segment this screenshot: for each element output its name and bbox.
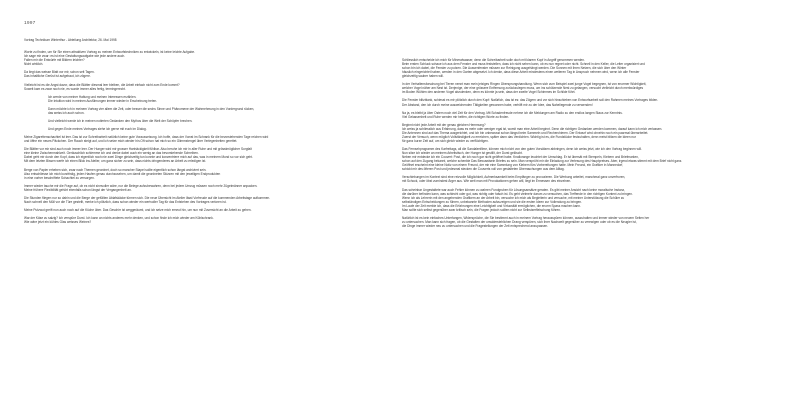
paragraph: Immer wieder tauche mir die Frage auf, ob es nicht sinnvoller wäre, nur die Belege aufzubewahren, denn bei jedem Umzug müssen noch mehr Zügelmänner anpacken. Meine frühere Flexibilität gehört ebenfalls schon längst der Vergangenheit an.: [24, 183, 258, 192]
paragraph: Ich werde von meiner Haltung und meinen Interessen erzählen. Die Intuition wird in meinen Ausführungen immer wieder in Erscheinung treten.: [48, 94, 158, 103]
paragraph: Na ja, es bleibt ja über Ostern noch viel Zeit für den Vortrag. Mit Schadenfreude nehme ich die Meldungen am Radio zu den endlos langen Staus zur Kenntnis. Viel Gelassenheit und Ruhe werden mir helfen, die richtigen Worte zu finden.: [402, 110, 623, 119]
right-paragraphs: [402, 58, 780, 228]
paragraph: Das scheinbar Ungestaltete war auch Fehler können zu wahren Fundgruben für Lösungsansätze geraten. Es gibt meiner Ansicht nach keine moralische Instanz, die darüber befinden kann, was schlecht oder gut, was richtig oder falsch ist. Es geht vielmehr darum zu versuchen, das Treffende in den richtigen Kontext zu bringen. Wenn ich als Lehrerin mit den angehenden Grafikern an der Arbeit bin, versuche ich mich als Begleiterin und versuche, mit meiner Unterstützung die Schüler zu selbständigen Entscheidungen zu führen, unbekannte Methoden aufzuzeigen und sie die ersten Ideen zur Vollendung zu bringen. Im Laufe der Zeit merkte ich, dass die Erfahrungen eine Leichtigkeit und Virtuosität ermöglichen, die enorm Spass machen kann. Man sollte sich selbst gegenüber zwar kritisch sein, die Fragen jedoch sollten nicht zur Selbstzerfleischung führen.: [402, 187, 633, 212]
paragraph: War der Käse zu salzig? Ich verspüre Durst. Ich kann an nichts anderes mehr denken, und schon finde ich mich wieder am Kühlschrank. Wie wäre jetzt ein kühles Glas weisses Weines?: [24, 216, 214, 225]
paragraph: Und vielleicht werde ich in meinen notierten Gedanken den Mythos über die Welt der Schöpfer brechen.: [48, 118, 193, 123]
paragraph: Und gegen Ende meines Vortrages siehe ich gerne mit euch im Dialog.: [48, 127, 147, 132]
paragraph: Schliesslich entscheide ich mich für Mineralwasser, denn die Schreibarbeit solle doch mit klarem Kopf in Angriff genommen werden. Beim ersten Schluck schaue ich aus dem Fenster und muss feststellen, dass ich nicht sehen kann, ob es nun regnet oder nicht. Schnell in den Keller, die Leiter organisiert und schon bin ich dabei, die Fenster zu putzen. Die Aussenfenster müssen zur Reinigung ausgehängt werden. Die Sonnen mit ihren Netzen, die sich über den Winter häuslich eingerichtet haben, werden in den Garten abgesetzt. Ich denke, dass diese Arbeit mindestens einen weiteren Tag in Anspruch nehmen wird, wenn ich alle Fenster gleichzeitig sauber haben will.: [402, 58, 645, 79]
paragraph: Dann möchte ich in meinem Vortrag vier allem die Zeit, oder besser die sechs Sinne und Phänomene der Wahrnehmung in den Vordergrund rücken, das weiss ich auch schon.: [48, 106, 255, 115]
paragraph: Das Fernsehprogramm des Karfreitags, all die Sandalenfilme, können mich nicht von den guten Vorsätzen abbringen, denn ich weiss jetzt, wie ich den Vortrag beginnen will. Nun sitze ich wieder an meinem Arbeitstisch, der Hunger ist gestillt, der Durst gelöscht. Neben mir entdecke ich ein Couvert: Post, die ich noch gar nicht geöffnet habe. Knallorange leuchtet der Umschlag. Er ist übersät mit Stempeln, Klebern und Briefmarken, schon auf den Zugang bekannt, welche schenkte Das Bewusstsein Briefes zu sein. Man versprüht mir die Einladung zur Verlesung des Hauptpreises. Aber, irgend etwas stimmt mit dem Brief nicht ganz. Geöffnet erscheint eine kleine Notiz von einem Freund, der mir eine Sammlung von Kiebern fürs Vorbereitungen hatte. Mein Freund, ein Grafiker in Mannedorf, schickt mir des öfteren Post und jedesmal stecken die Couverts voll von gestalteten Überraschungen aus dem Alltag.: [402, 147, 683, 172]
page-year: 1997: [24, 21, 36, 26]
left-column: [24, 38, 394, 228]
paragraph: In der Verhaltensforschung bei Tieren nennt man mein jetziges Ringen Übersprungshandlung. Wenn sich zum Beispiel zwei junge Vogel begegnen, ist von enormer Wichtigkeit, welcher Vogel näher am Nest ist. Derjenige, der eine grössere Entfernung zurückzulegen muss, um ins schützende Nest zu gelangen, versucht vielleicht durch merkwürdiges im Boden Wühlen den anderen Vogel abzulenken, denn es könnte ja sein, dass der zweite Vogel Schimmes im Schilde führt.: [402, 82, 647, 95]
paragraph: Verschiebungen im Kontext sind eine reizvolle Möglichkeit, Aufmerksamkeit beim Empfänger zu provozieren. Die Werbung arbeitet, manchmal ganz unverfroren, mit Schock, oder öbst zumindest Ärger aus. Wie weit man mit Provokationen gehen will, liegt im Ermessen des einzelnen.: [402, 175, 626, 184]
paragraph: Beginnt nicht jede Arbeit mit der genau gleichen Hemmung? Ich weiss ja schliesslich aus Erfahrung, dass es mehr oder weniger egal ist, womit man eine Arbeit beginnt. Denn die richtigen Gedanken werden kommen, darauf kann ich mich verlassen. Die Antennen sind auf das Thema ausgerichtet, und ich bin unbewusst schon längst beim Sammeln und Recherchieren. Der Entwurf wird ohnehin noch ein paarmal überarbeitet. Zuerst der Versuch, wenn möglich Vollständigkeit zu erreichen, später dann das Verdichten. Wichtig ist es, die Fundstücke festzuhalten, denn meist blitzen die Ideen nur für ganz kurze Zeit auf, um sich gleich wieder zu verflüchtigen.: [402, 122, 663, 143]
right-column: [402, 58, 780, 232]
paragraph: Die Fenster blitzblank, schiesst es mir plötzlich durch den Kopf: Natürlich, das ist es: das Zögern und vor sich hinschieben von Entwurfsarbeit soll den Rahmen meines Vortrages bilden. Der Abstand, den ich durch meine ausweichenden Tätigkeiten gewonnen habe, verhilft mir zu der Idee, das Naheliegende zu verwenden!: [402, 98, 659, 107]
paragraph: Meine Putzwut greift nun auch noch auf die Küche über. Das Geschirr ist weggeräumt, und ich setze mich erneut hin, um nun mit Zuversicht an die Arbeit zu gehen.: [24, 207, 252, 212]
lecture-heading: Vortrag Technikum Winterthur - Abteilung Architektur, 26. Mai 1998: [24, 38, 117, 42]
paragraph: Meine Zigarettenschachtel ist leer. Das ist zur Schreibarbeit natürlich keine gute Voraussetzung. Ich hoffe, dass der Vorrat im Schrank für die bevorstehenden Tage reichen wird und öffne ein neues Päckchen. Der Rauch steigt auf, und ich setze mich wieder hin.Oft schon hat mich so ein Glimmstengel über Verlegenheiten gerettet.: [24, 135, 269, 144]
paragraph: Die Stunden fliegen nur so dahin und die Berge der gefüllten Ablafskäcke türmen sich. Die neue Übersicht im Atelier lässt Vorfreude auf die kommenden Arbeitstage aufkommen. Nach schnell den Müll vor die Türe gestellt, merke ich plötzlich, dass schon wieder ein wertvoller Tag für das Entstehen des Vortrages verloren ist.: [24, 195, 271, 204]
paragraph: Vielleicht ist es die Angst davor, dass die Blätter diesmal leer bleiben, die Arbeit einfach nicht zum Ende kommt? Soweit kam es zwar noch nie, es wurde immer alles fertig, termingerecht.: [24, 82, 180, 91]
paragraph: Da liegt das weisse Blatt vor mir, schon seit Tagen. Das inhaltliche Gerüst ist aufgebaut, ich zögere.: [24, 70, 95, 79]
paragraph: Worte zu finden, um für Sie einen attraktiven Vortrag zu meinen Entwurfstechniken zu entwickeln, ist keine leichte Aufgabe. Ich sage mir zwar: es ist eine Gestaltungsaufgabe wie jede andere auch. Fallen mir die Entwürfe mit Bildern leichter? Nicht wirklich.: [24, 50, 196, 67]
paragraph: Berge von Papier erheben sich, zwar nach Themen geordnet, doch so mancher Stapel sollte eigentlich schon längst archiviert sein. Also entschliesse ich mich kurzfristig, jeden Haufen genau durchzusehen, um damit die geordneten Skizzen mit den jeweiligen Endprodukten in eine vorher beschriftete Schachtel zu versorgen.: [24, 167, 221, 180]
paragraph: Die Blätter vor mir sind auch noch immer leer. Der Hunger wird mir grosser Hartnäckigkeit fühlbar. Also beruhe ich mir in aller Ruhe und mit grösstmöglicher Sorgfalt eine kleine Zwischenmahlzeit. Geräuschlich schlemme ich und denke dabei auch ein wenig an das bevorstehende Schreiben. Dabei geht mir durch den Kopf, dass ich eigentlich noch nie zwei Dinge gleichzeitig tun konnte und konzentriere mich auf das, was in meinem Mund so vor sich geht. Mit dem letzten Bissen werfe ich einen Blick ins Atelier, um ganz sicher zu sein, dass nichts dringenderes an Arbeit zu erledigen ist.: [24, 147, 254, 164]
paragraph: Natürlich ist es kein einfaches Unterfangen, Widersprüche, die Sie bestimmt auch in meinem Vortrag herausspüren können, auszuhalten und immer wieder von neuem Seiten her zu untersuchen. Man kann sich fragen, ob die Gestalten der unwiderstehlichen Drang verspüren, sich ihrer Nachwelt gegenüber zu verewigen oder ob es die Neugier ist, die Dinge immer wieder neu zu untersuchen und die Fragestellungen der Zeit entsprechend anzupassen.: [402, 215, 650, 228]
left-paragraphs: [24, 50, 394, 224]
